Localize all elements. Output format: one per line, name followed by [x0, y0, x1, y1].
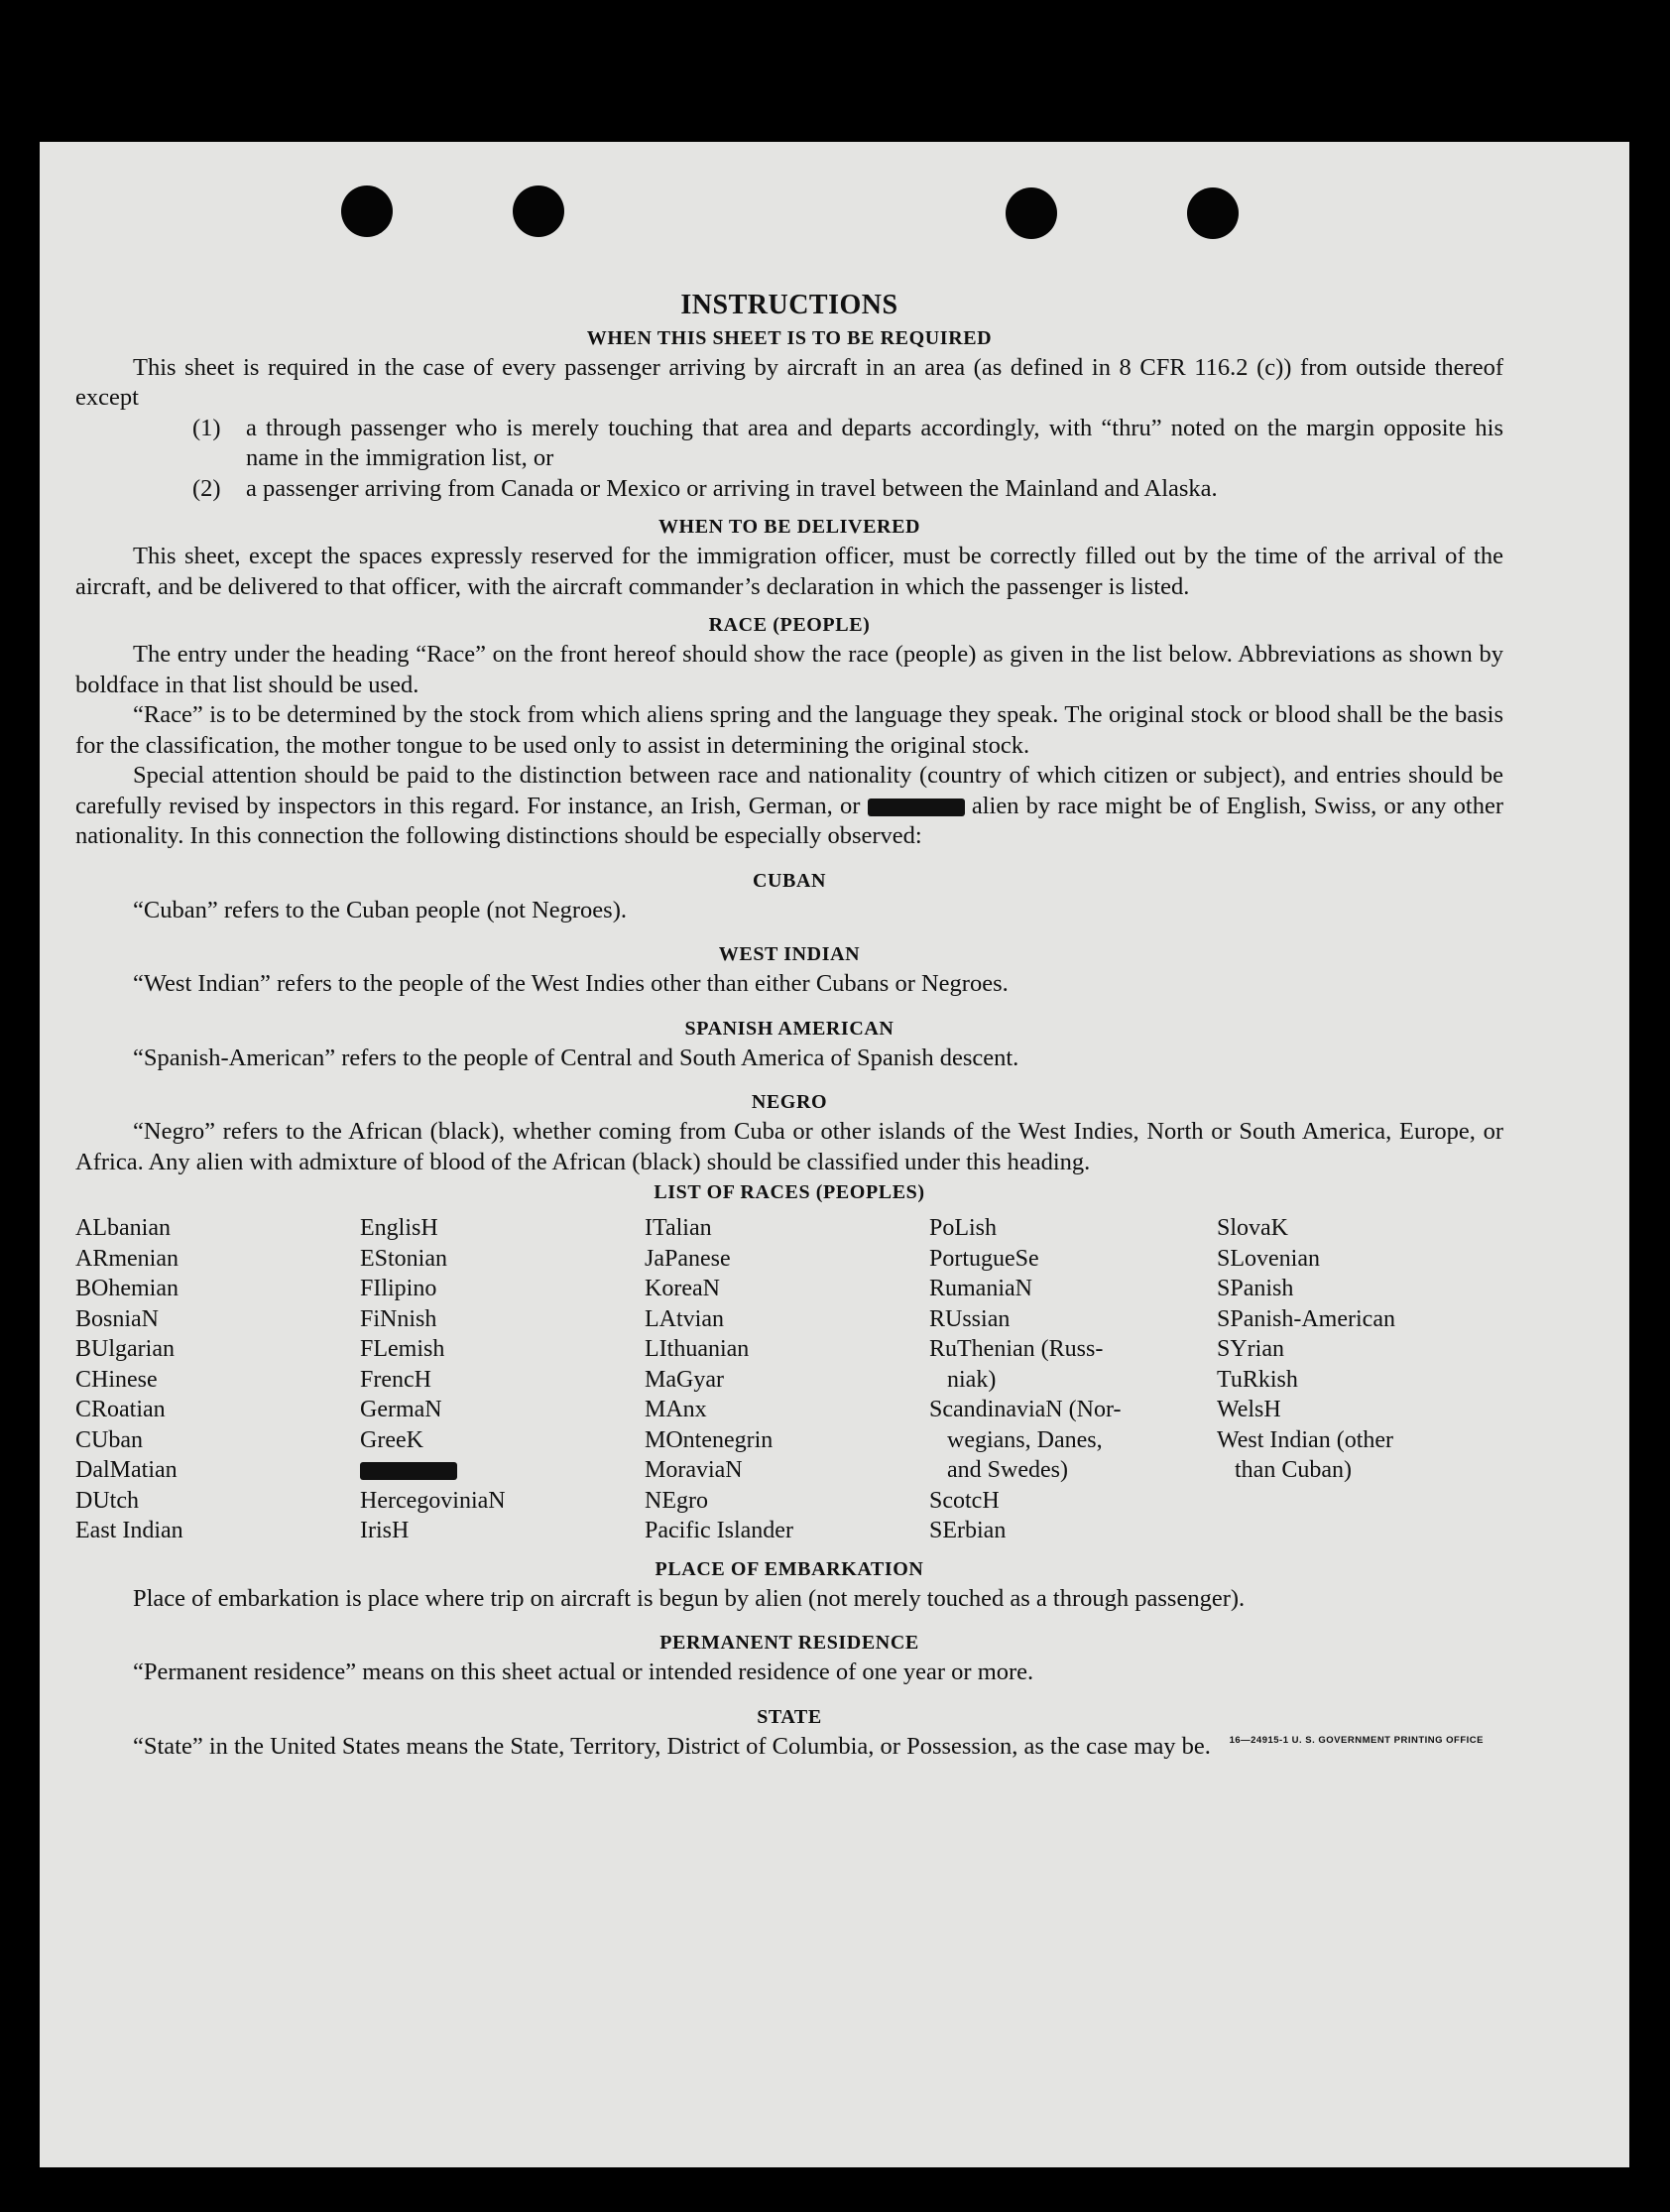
race-entry: West Indian (other	[1217, 1426, 1394, 1453]
race-p3-before: Special attention should be paid to the distinction between race and nationality (country of which citizen or subject), and entries should be carefully revised by inspectors in this regard. For instance, an Irish, German, or	[75, 762, 1503, 819]
required-intro: This sheet is required in the case of every passenger arriving by aircraft in an area (as defined in 8 CFR 116.2 (c)) from outside thereof except	[75, 353, 1503, 411]
race-entry: JaPanese	[645, 1245, 731, 1272]
race-entry: HercegoviniaN	[360, 1487, 506, 1514]
race-entry: PoLish	[929, 1215, 998, 1241]
race-entry: FIlipino	[360, 1276, 437, 1301]
race-entry: LIthuanian	[645, 1336, 750, 1362]
race-entry: NEgro	[645, 1487, 708, 1514]
embarkation-text: Place of embarkation is place where trip on aircraft is begun by alien (not merely touched as a through passenger).	[133, 1584, 1246, 1612]
race-entry: FLemish	[360, 1336, 445, 1362]
race-entry: RUssian	[929, 1305, 1011, 1332]
section-heading-cuban: CUBAN	[752, 869, 827, 892]
punch-hole	[513, 185, 564, 237]
spanish-american-text: “Spanish-American” refers to the people of Central and South America of Spanish descent.	[133, 1044, 1019, 1071]
race-entry: GreeK	[360, 1426, 423, 1453]
race-entry: SPanish	[1217, 1276, 1294, 1301]
race-entry-continued: wegians, Danes,	[947, 1426, 1103, 1453]
race-entry: FrencH	[360, 1366, 431, 1393]
race-entry: IrisH	[360, 1518, 410, 1543]
redaction-mark	[360, 1462, 457, 1480]
race-entry: SYrian	[1217, 1336, 1284, 1362]
delivered-text: This sheet, except the spaces expressly reserved for the immigration officer, must be correctly filled out by the time of the arrival of the aircraft, and be delivered to that officer, with the aircraft commander’s declaration in which the passenger is listed.	[75, 543, 1503, 600]
race-p3-after: alien by race might be of English, Swiss, or any other nationality. In this connection the following distinctions should be especially observed:	[75, 792, 1503, 849]
race-entry: ITalian	[645, 1215, 712, 1241]
race-entry: SLovenian	[1217, 1245, 1320, 1272]
section-heading-embarkation: PLACE OF EMBARKATION	[655, 1557, 924, 1580]
race-list	[75, 1213, 1503, 1546]
race-entry: KoreaN	[645, 1276, 720, 1301]
race-entry: MoraviaN	[645, 1457, 743, 1483]
race-entry-continued: and Swedes)	[947, 1457, 1068, 1483]
punch-hole	[341, 185, 393, 237]
west-indian-text: “West Indian” refers to the people of the West Indies other than either Cubans or Negroes.	[133, 970, 1009, 997]
section-heading-race: RACE (PEOPLE)	[708, 614, 871, 636]
printing-office-imprint: 16—24915-1 U. S. GOVERNMENT PRINTING OFFICE	[1229, 1734, 1484, 1746]
required-item-2	[192, 474, 1503, 505]
race-entry: MOntenegrin	[645, 1426, 774, 1453]
race-paragraph-2: “Race” is to be determined by the stock from which aliens spring and the language they speak. The original stock or blood shall be the basis for the classification, the mother tongue to be used only to assist in determining the original stock.	[75, 701, 1503, 759]
item-number: (1)	[192, 414, 221, 441]
race-entry: MAnx	[645, 1397, 707, 1422]
section-heading-state: STATE	[757, 1705, 822, 1728]
race-entry: BOhemian	[75, 1276, 179, 1301]
race-entry: FiNnish	[360, 1305, 437, 1332]
race-column-5	[1217, 1213, 1503, 1546]
race-entry: EStonian	[360, 1245, 447, 1272]
race-entry: WelsH	[1217, 1397, 1281, 1422]
race-column-4	[929, 1213, 1217, 1546]
residence-text: “Permanent residence” means on this sheet actual or intended residence of one year or more.	[133, 1659, 1034, 1685]
race-entry: BUlgarian	[75, 1336, 175, 1362]
race-entry: ScandinaviaN (Nor-	[929, 1397, 1122, 1422]
negro-text: “Negro” refers to the African (black), whether coming from Cuba or other islands of the West Indies, North or South America, Europe, or Africa. Any alien with admixture of blood of the African (black) should be classified under this heading.	[75, 1118, 1503, 1175]
race-entry: EnglisH	[360, 1215, 438, 1241]
section-heading-list: LIST OF RACES (PEOPLES)	[654, 1181, 925, 1203]
race-entry: CUban	[75, 1426, 143, 1453]
race-entry: CHinese	[75, 1366, 158, 1393]
race-entry: DalMatian	[75, 1457, 178, 1483]
race-entry: SPanish-American	[1217, 1305, 1395, 1332]
required-item-1	[192, 414, 1503, 474]
race-entry-continued: than Cuban)	[1235, 1457, 1352, 1483]
cuban-text: “Cuban” refers to the Cuban people (not Negroes).	[133, 896, 627, 923]
race-column-1	[75, 1213, 360, 1546]
punch-hole	[1187, 187, 1239, 239]
race-entry: DUtch	[75, 1487, 139, 1514]
punch-hole	[1006, 187, 1057, 239]
section-heading-spanish-american: SPANISH AMERICAN	[684, 1017, 895, 1040]
race-entry: RuThenian (Russ-	[929, 1336, 1104, 1362]
document-sheet	[40, 142, 1629, 2167]
race-entry: TuRkish	[1217, 1366, 1298, 1393]
race-entry: PortugueSe	[929, 1245, 1039, 1272]
race-entry: Pacific Islander	[645, 1518, 793, 1543]
race-entry: ScotcH	[929, 1487, 1000, 1514]
item-text: a passenger arriving from Canada or Mexico or arriving in travel between the Mainland and Alaska.	[246, 474, 1218, 502]
state-block	[75, 1732, 1503, 1763]
race-entry: LAtvian	[645, 1305, 724, 1332]
race-column-3	[645, 1213, 929, 1546]
race-entry: ALbanian	[75, 1215, 171, 1241]
redaction-mark	[868, 799, 965, 816]
race-entry: GermaN	[360, 1397, 442, 1422]
race-entry-continued: niak)	[947, 1366, 997, 1393]
race-entry: BosniaN	[75, 1305, 159, 1332]
race-entry: SErbian	[929, 1518, 1007, 1543]
instructions-body	[75, 291, 1503, 1762]
race-entry: ARmenian	[75, 1245, 179, 1272]
race-entry: East Indian	[75, 1518, 183, 1543]
item-number: (2)	[192, 474, 221, 502]
race-column-2	[360, 1213, 645, 1546]
race-entry-redacted	[360, 1455, 645, 1486]
race-paragraph-1: The entry under the heading “Race” on the front hereof should show the race (people) as given in the list below. Abbreviations as shown by boldface in that list should be used.	[75, 641, 1503, 698]
section-heading-delivered: WHEN TO BE DELIVERED	[657, 516, 921, 538]
race-entry: MaGyar	[645, 1366, 724, 1393]
section-heading-residence: PERMANENT RESIDENCE	[659, 1632, 919, 1654]
race-entry: SlovaK	[1217, 1215, 1288, 1241]
section-heading-west-indian: WEST INDIAN	[718, 943, 861, 965]
race-paragraph-3	[75, 761, 1503, 852]
page-title: INSTRUCTIONS	[680, 290, 898, 320]
state-text: “State” in the United States means the State, Territory, District of Columbia, or Possession, as the case may be.	[133, 1732, 1211, 1760]
item-text: a through passenger who is merely touching that area and departs accordingly, with “thru” noted on the margin opposite his name in the immigration list, or	[246, 414, 1503, 471]
section-heading-negro: NEGRO	[751, 1091, 828, 1113]
race-entry: CRoatian	[75, 1397, 166, 1422]
race-entry: RumaniaN	[929, 1276, 1032, 1301]
section-heading-required: WHEN THIS SHEET IS TO BE REQUIRED	[586, 326, 993, 349]
